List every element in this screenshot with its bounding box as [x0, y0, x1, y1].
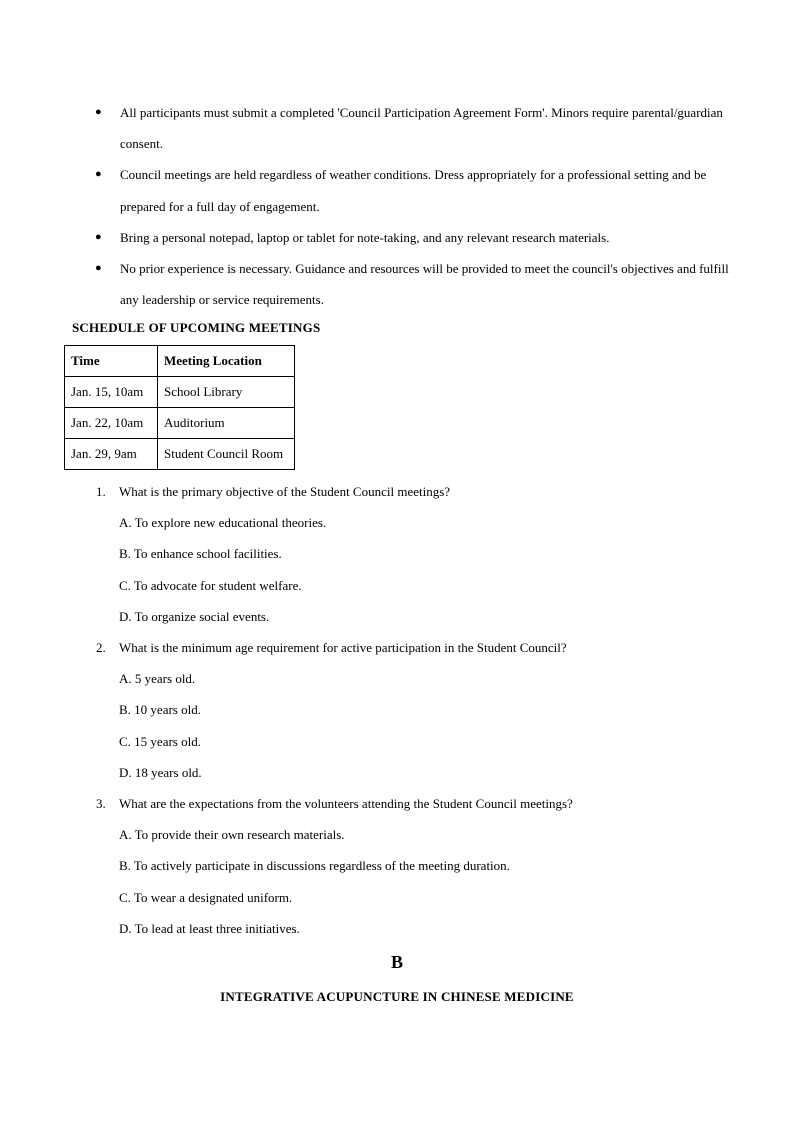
column-header-time: Time — [65, 346, 158, 377]
answer-option-a: A. To explore new educational theories. — [119, 515, 327, 531]
bullet-icon: ● — [95, 106, 102, 118]
schedule-table — [64, 345, 295, 470]
section-letter: B — [390, 952, 403, 972]
bullet-icon: ● — [95, 168, 102, 181]
question-text: What is the minimum age requirement for active participation in the Student Council? — [119, 640, 567, 656]
table-cell-time: Jan. 29, 9am — [65, 439, 158, 470]
answer-option-c: C. 15 years old. — [119, 733, 201, 749]
question-3 — [96, 788, 736, 819]
bullet-text: Council meetings are held regardless of weather conditions. Dress appropriately for a professional setting and be prepared for a full day of engagement. — [120, 167, 707, 214]
table-header-row — [65, 346, 295, 377]
bullet-text: No prior experience is necessary. Guidance and resources will be provided to meet the council's objectives and fulfill any leadership or service requirements. — [120, 261, 729, 308]
bullet-icon: ● — [95, 262, 102, 275]
question-text: What are the expectations from the volunteers attending the Student Council meetings? — [119, 796, 573, 812]
list-item — [95, 253, 735, 315]
table-row — [65, 377, 295, 408]
question-number: 1. — [96, 484, 106, 499]
table-cell-location: Student Council Room — [158, 439, 295, 470]
section-title: INTEGRATIVE ACUPUNCTURE IN CHINESE MEDICINE — [220, 989, 574, 1004]
question-1 — [96, 476, 736, 507]
answer-option-a: A. 5 years old. — [119, 671, 196, 687]
table-cell-time: Jan. 15, 10am — [65, 377, 158, 408]
rules-bullet-list — [95, 97, 735, 315]
answer-option-d: D. 18 years old. — [119, 764, 202, 780]
table-row — [65, 408, 295, 439]
table-cell-location: Auditorium — [158, 408, 295, 439]
answer-option-a: A. To provide their own research materials. — [119, 827, 345, 843]
bullet-icon: ● — [95, 230, 102, 243]
answer-option-c: C. To wear a designated uniform. — [119, 889, 293, 905]
column-header-location: Meeting Location — [158, 346, 295, 377]
answer-option-b: B. 10 years old. — [119, 702, 201, 718]
schedule-title: SCHEDULE OF UPCOMING MEETINGS — [72, 320, 321, 335]
list-item — [95, 222, 735, 253]
answer-option-d: D. To lead at least three initiatives. — [119, 920, 300, 936]
question-number: 2. — [96, 640, 106, 656]
answer-option-b: B. To enhance school facilities. — [119, 546, 282, 562]
answer-option-c: C. To advocate for student welfare. — [119, 577, 302, 593]
question-number: 3. — [96, 796, 106, 812]
table-cell-location: School Library — [158, 377, 295, 408]
bullet-text: All participants must submit a completed 'Council Participation Agreement Form'. Minors require parental/guardian consent. — [120, 105, 723, 152]
list-item — [95, 97, 735, 159]
question-list — [96, 476, 736, 944]
bullet-text: Bring a personal notepad, laptop or tablet for note-taking, and any relevant research materials. — [120, 229, 610, 245]
table-cell-time: Jan. 22, 10am — [65, 408, 158, 439]
question-text: What is the primary objective of the Student Council meetings? — [119, 484, 451, 499]
list-item — [95, 159, 735, 221]
answer-option-b: B. To actively participate in discussions regardless of the meeting duration. — [119, 858, 510, 874]
table-row — [65, 439, 295, 470]
answer-option-d: D. To organize social events. — [119, 608, 270, 624]
question-2 — [96, 632, 736, 663]
